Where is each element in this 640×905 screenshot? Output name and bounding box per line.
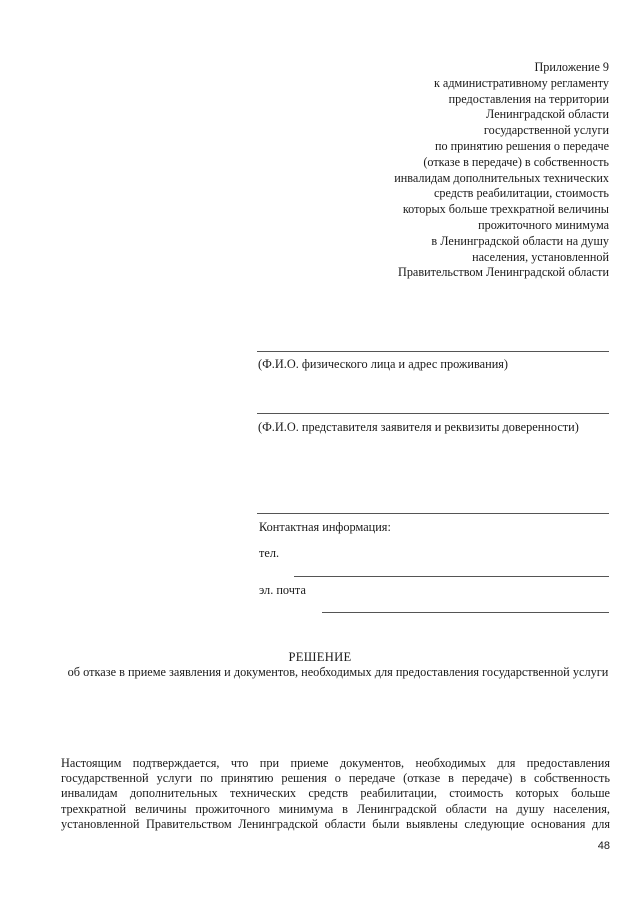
decision-subtitle: об отказе в приеме заявления и документов, необходимых для предоставления государственной услуги [67,665,609,679]
page-number: 48 [597,840,610,852]
phone-line[interactable] [294,576,609,577]
appendix-line: предоставления на территории [448,91,609,106]
email-label: эл. почта [259,583,306,597]
body-paragraph: Настоящим подтверждается, что при приеме документов, необходимых для предоставления государственной услуги по принятию решения о передаче (отказе в передаче) в собственность инвалидам дополнительных технических средств реабилитации, стоимость которых больше трехкратной величины прожиточного минимума в Ленинградской области на душу населения, установленной Правительством Ленинградской области были выявлены следующие основания для [61,756,610,831]
appendix-line: к административному регламенту [433,75,609,90]
applicant-name-caption: (Ф.И.О. физического лица и адрес проживания) [258,357,509,371]
appendix-line: инвалидам дополнительных технических [394,170,609,185]
contact-separator-line [257,513,609,514]
representative-caption: (Ф.И.О. представителя заявителя и реквизиты доверенности) [258,420,579,434]
appendix-line: в Ленинградской области на душу [431,233,609,248]
appendix-line: Приложение 9 [534,60,609,74]
appendix-header [309,60,609,281]
decision-title: РЕШЕНИЕ [288,650,352,664]
appendix-line: (отказе в передаче) в собственность [423,154,609,169]
appendix-line: которых больше трехкратной величины [402,202,609,217]
appendix-line: государственной услуги [483,123,609,138]
appendix-line: Ленинградской области [486,107,609,122]
email-line[interactable] [322,612,609,613]
phone-label: тел. [259,546,280,560]
appendix-line: средств реабилитации, стоимость [433,186,609,201]
contact-heading: Контактная информация: [259,520,391,534]
appendix-line: Правительством Ленинградской области [398,265,609,280]
appendix-line: прожиточного минимума [478,217,609,232]
appendix-line: по принятию решения о передаче [435,138,609,153]
representative-line [257,413,609,414]
appendix-line: населения, установленной [472,249,609,264]
applicant-name-line [257,351,609,352]
